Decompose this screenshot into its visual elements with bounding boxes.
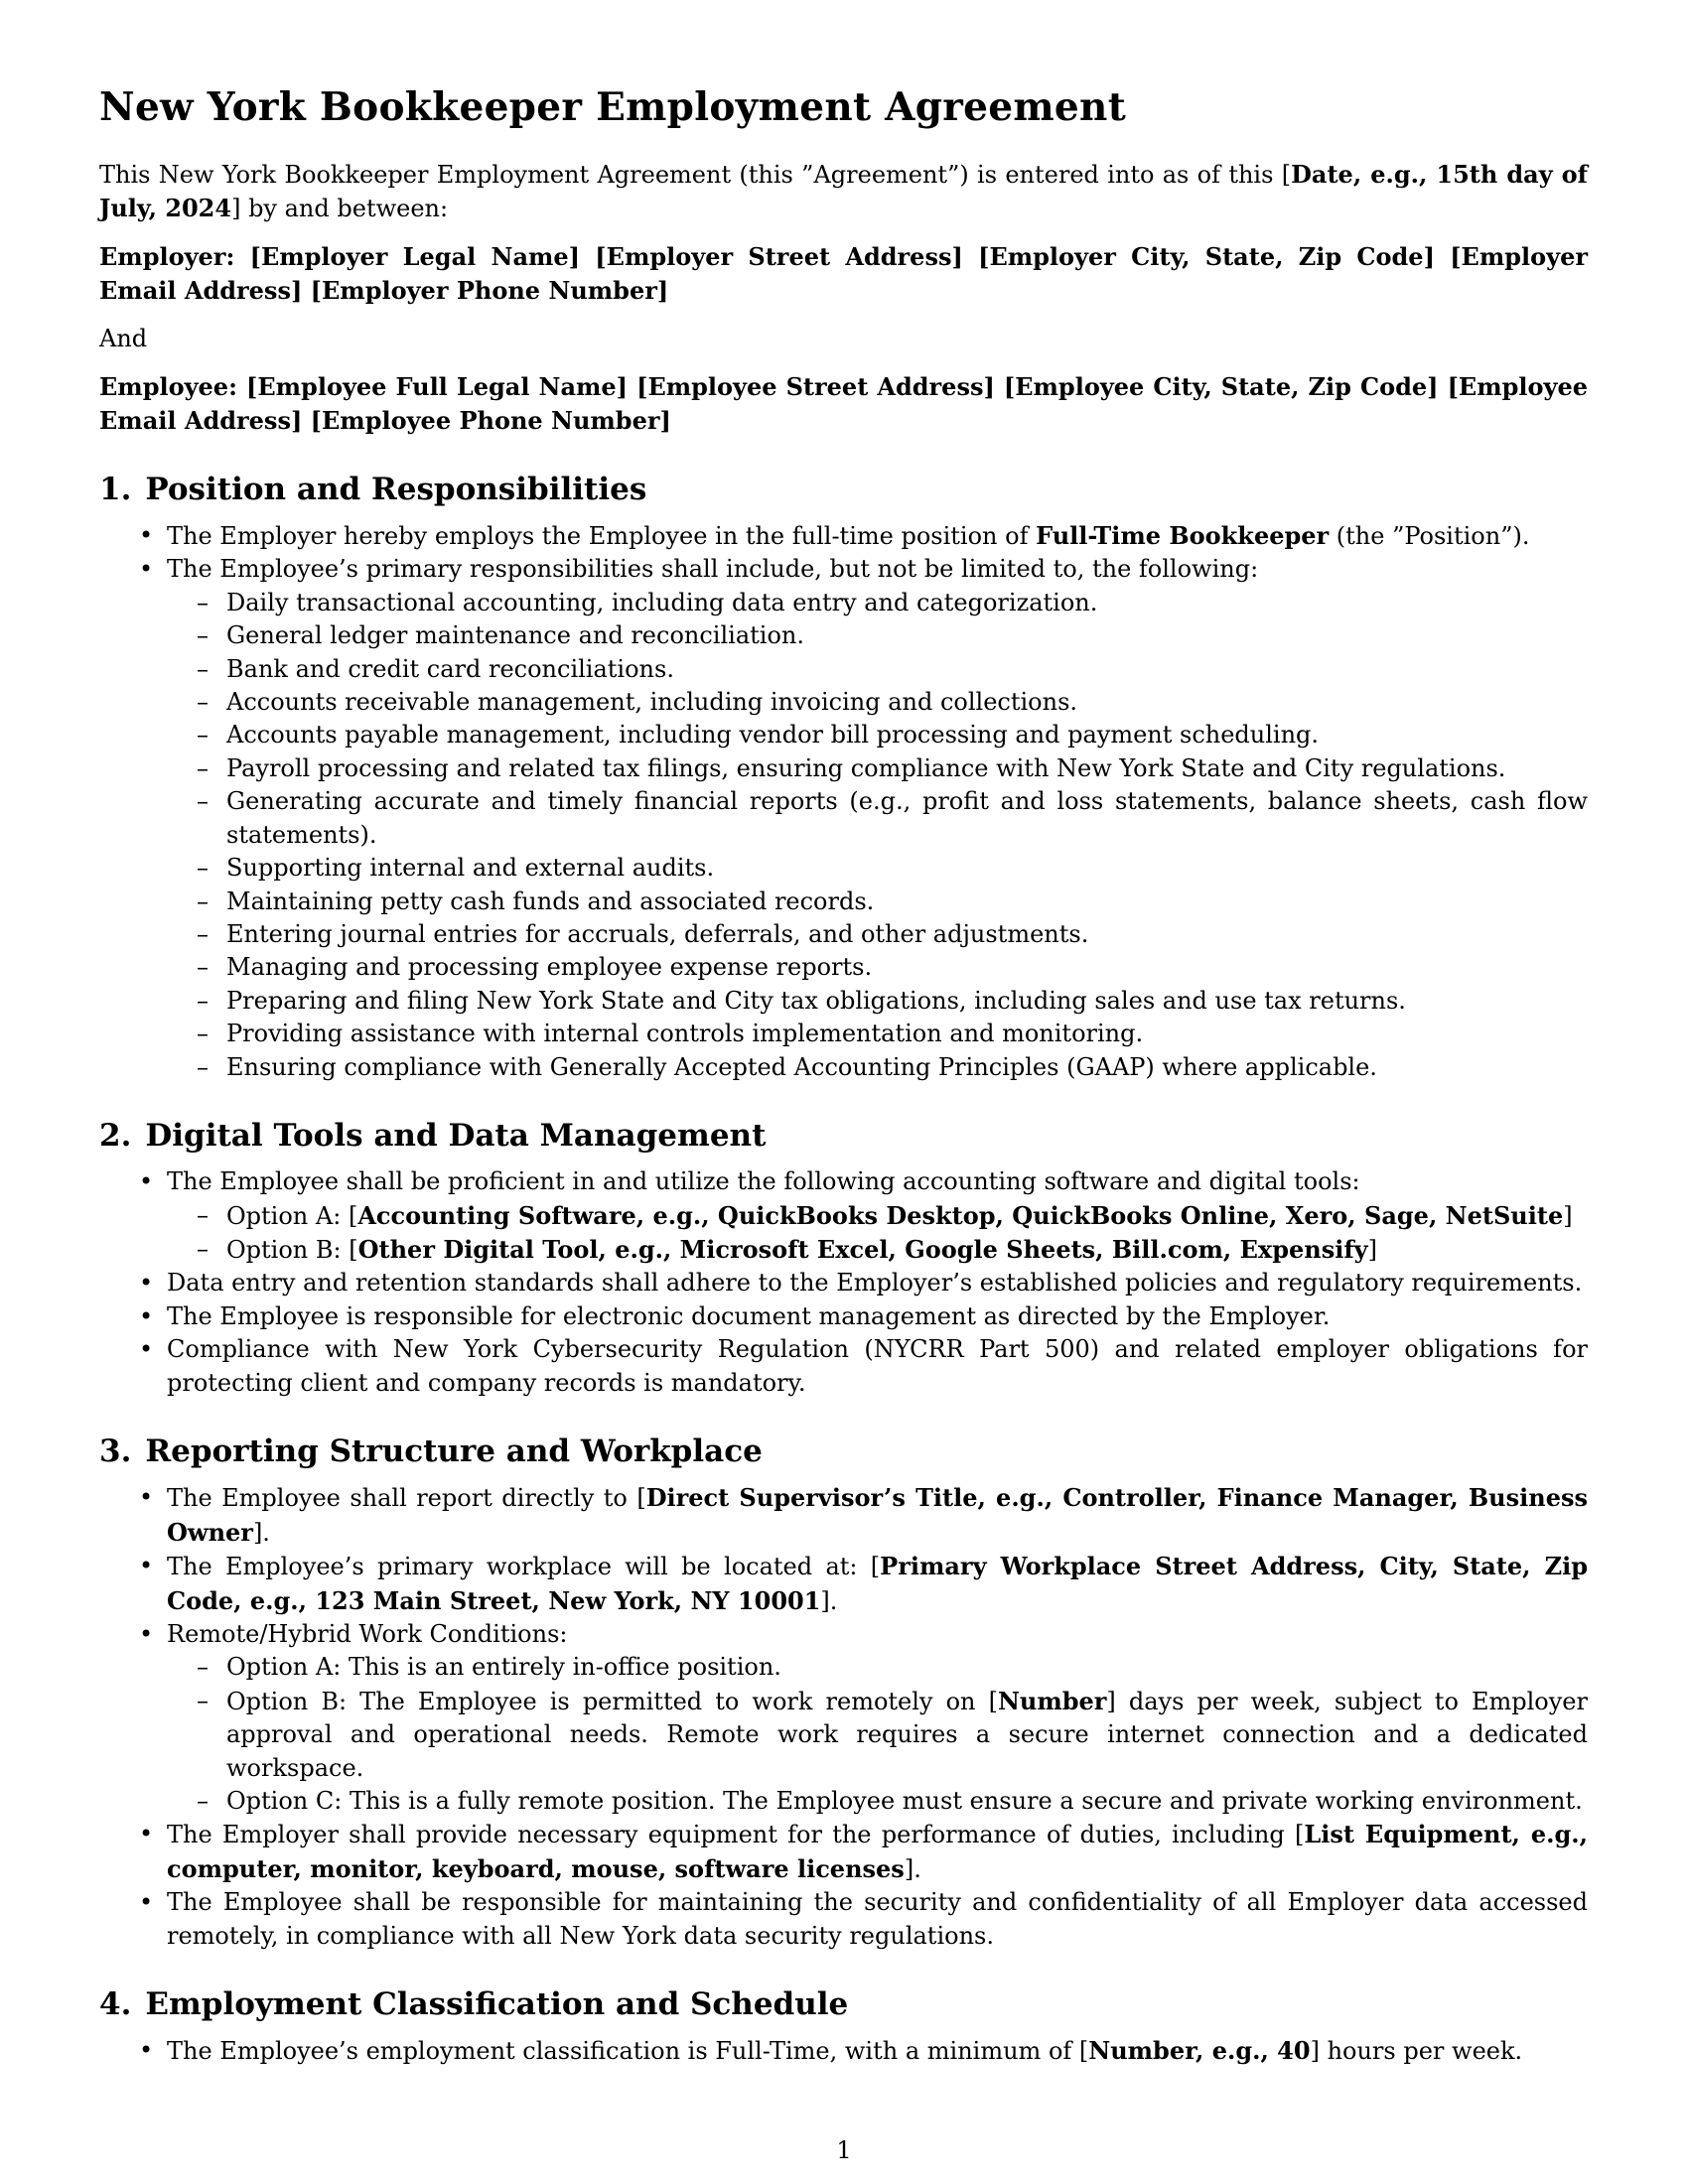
- and-text: And: [99, 324, 148, 352]
- duty-item: – Supporting internal and external audits.: [226, 852, 1588, 885]
- bracket: ]: [1563, 1201, 1573, 1230]
- item-text: (the ”Position”).: [1329, 522, 1530, 551]
- employee-block: [99, 370, 1588, 438]
- duty-item: – Generating accurate and timely financial reports (e.g., profit and loss statements, balance sheets, cash flow statements).: [226, 785, 1588, 852]
- remote-options-list: [167, 1651, 1588, 1818]
- item-text: ] days per week, subject to Employer approval and operational needs. Remote work requires a secure internet connection and a dedicated workspace.: [226, 1687, 1588, 1782]
- list-item: [167, 1481, 1588, 1550]
- equipment-placeholder: List Equipment, e.g., computer, monitor, keyboard, mouse, software licenses: [167, 1820, 1588, 1883]
- list-item: • Compliance with New York Cybersecurity Regulation (NYCRR Part 500) and related employer obligations for protecting client and company records is mandatory.: [167, 1333, 1588, 1400]
- item-text: ].: [252, 1518, 270, 1547]
- duty-item: – General ledger maintenance and reconciliation.: [226, 619, 1588, 652]
- item-text: The Employer hereby employs the Employee in the full-time position of: [167, 522, 1037, 551]
- option-item: [226, 1233, 1588, 1267]
- option-item: [226, 1199, 1588, 1233]
- item-text: The Employee shall report directly to [: [167, 1484, 646, 1513]
- section-heading-reporting: [99, 1432, 1588, 1471]
- list-item: [167, 519, 1588, 553]
- duty-item: – Bank and credit card reconciliations.: [226, 653, 1588, 686]
- section-title: Reporting Structure and Workplace: [145, 1433, 763, 1470]
- list-item: [167, 1618, 1588, 1818]
- list-item: [167, 1818, 1588, 1886]
- item-text: The Employee’s primary responsibilities shall include, but not be limited to, the following:: [167, 555, 1259, 584]
- duty-item: – Accounts receivable management, including invoicing and collections.: [226, 686, 1588, 719]
- remote-days-placeholder: Number: [997, 1686, 1107, 1715]
- item-text: The Employee’s primary workplace will be located at: [: [167, 1553, 881, 1581]
- intro-text-start: This New York Bookkeeper Employment Agreement (this ”Agreement”) is entered into as of this [: [99, 160, 1292, 189]
- duty-item: – Daily transactional accounting, including data entry and categorization.: [226, 587, 1588, 619]
- duty-item: – Payroll processing and related tax filings, ensuring compliance with New York State and City regulations.: [226, 752, 1588, 785]
- employee-details: Employee: [Employee Full Legal Name] [Employee Street Address] [Employee City, State, Zip Code] [Employee Email Address] [Employee Phone Number]: [99, 371, 1588, 435]
- intro-text-end: ] by and between:: [231, 194, 449, 222]
- option-item: – Option C: This is a fully remote position. The Employee must ensure a secure and private working environment.: [226, 1785, 1588, 1818]
- duty-item: – Entering journal entries for accruals, deferrals, and other adjustments.: [226, 918, 1588, 951]
- duties-list: [167, 587, 1588, 1084]
- workplace-address-placeholder: Primary Workplace Street Address, City, State, Zip Code, e.g., 123 Main Street, New York, NY 10001: [167, 1552, 1588, 1615]
- section-heading-digital-tools: [99, 1116, 1588, 1156]
- list-item: [167, 1165, 1588, 1267]
- section-number: 4.: [99, 1986, 132, 2023]
- list-item: [167, 553, 1588, 1084]
- list-item: • The Employee is responsible for electronic document management as directed by the Employer.: [167, 1300, 1588, 1333]
- reporting-list: [99, 1481, 1588, 1953]
- item-text: The Employer shall provide necessary equipment for the performance of duties, including [: [167, 1821, 1305, 1849]
- section-heading-position: [99, 470, 1588, 509]
- digital-tools-list: [99, 1165, 1588, 1400]
- section-heading-classification: [99, 1984, 1588, 2024]
- duty-item: – Maintaining petty cash funds and associated records.: [226, 886, 1588, 918]
- duty-item: – Providing assistance with internal controls implementation and monitoring.: [226, 1018, 1588, 1050]
- duty-item: – Preparing and filing New York State and City tax obligations, including sales and use tax returns.: [226, 985, 1588, 1018]
- classification-list: [99, 2034, 1588, 2068]
- duty-item: – Managing and processing employee expense reports.: [226, 951, 1588, 984]
- document-title: New York Bookkeeper Employment Agreement: [99, 84, 1127, 130]
- section-title: Position and Responsibilities: [145, 471, 647, 507]
- duty-item: – Accounts payable management, including vendor bill processing and payment scheduling.: [226, 719, 1588, 751]
- option-label: Option B: [: [226, 1236, 358, 1265]
- page-number: 1: [836, 2136, 852, 2164]
- section-title: Employment Classification and Schedule: [145, 1986, 849, 2023]
- item-text: The Employee shall be proficient in and utilize the following accounting software and digital tools:: [167, 1167, 1360, 1196]
- item-text: ] hours per week.: [1310, 2037, 1523, 2066]
- option-item: [226, 1685, 1588, 1785]
- duty-item: – Ensuring compliance with Generally Accepted Accounting Principles (GAAP) where applicable.: [226, 1051, 1588, 1084]
- position-title: Full-Time Bookkeeper: [1036, 521, 1330, 551]
- list-item: [167, 2034, 1588, 2068]
- item-text: Option B: The Employee is permitted to work remotely on [: [226, 1687, 998, 1715]
- list-item: • The Employee shall be responsible for maintaining the security and confidentiality of all Employer data accessed remotely, in compliance with all New York data security regulations.: [167, 1886, 1588, 1953]
- item-text: ].: [904, 1854, 921, 1883]
- agreement-date-placeholder: Date, e.g., 15th day of July, 2024: [99, 159, 1589, 222]
- list-item: [167, 1550, 1588, 1618]
- employer-details: Employer: [Employer Legal Name] [Employer Street Address] [Employer City, State, Zip Code] [Employer Email Address] [Employer Phone Number]: [99, 241, 1588, 305]
- item-text: The Employee’s employment classification is Full-Time, with a minimum of [: [167, 2037, 1089, 2066]
- item-text: ].: [820, 1586, 838, 1615]
- section-number: 1.: [99, 471, 132, 507]
- section-number: 3.: [99, 1433, 132, 1470]
- digital-tool-placeholder: Other Digital Tool, e.g., Microsoft Excel, Google Sheets, Bill.com, Expensify: [357, 1235, 1368, 1265]
- item-text: Remote/Hybrid Work Conditions:: [167, 1620, 568, 1649]
- supervisor-placeholder: Direct Supervisor’s Title, e.g., Controller, Finance Manager, Business Owner: [167, 1483, 1588, 1547]
- hours-placeholder: Number, e.g., 40: [1088, 2036, 1311, 2066]
- list-item: • Data entry and retention standards shall adhere to the Employer’s established policies and regulatory requirements.: [167, 1267, 1588, 1299]
- option-item: – Option A: This is an entirely in-office position.: [226, 1651, 1588, 1684]
- section-number: 2.: [99, 1117, 132, 1154]
- employer-block: [99, 240, 1588, 308]
- option-label: Option A: [: [226, 1201, 358, 1230]
- bracket: ]: [1367, 1236, 1377, 1265]
- position-list: [99, 519, 1588, 1084]
- intro-paragraph: [99, 158, 1588, 225]
- tools-options-list: [167, 1199, 1588, 1268]
- accounting-software-placeholder: Accounting Software, e.g., QuickBooks Desktop, QuickBooks Online, Xero, Sage, NetSuite: [357, 1200, 1564, 1230]
- section-title: Digital Tools and Data Management: [145, 1117, 767, 1154]
